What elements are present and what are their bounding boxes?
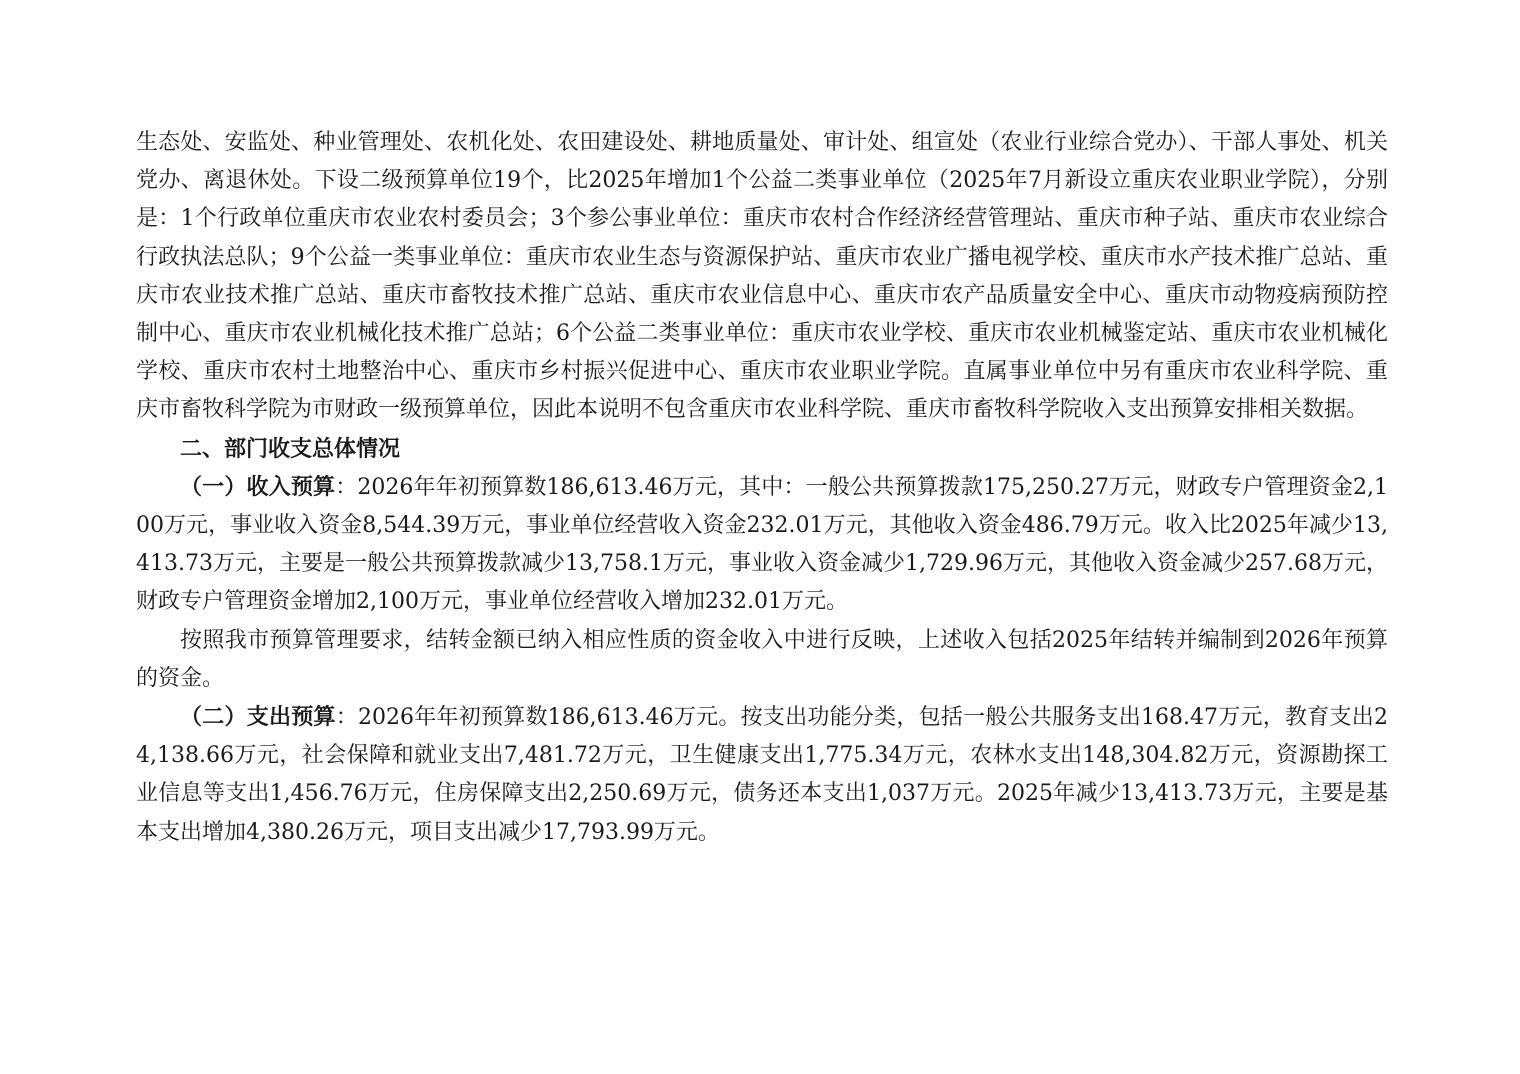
expense-budget-text: ：2026年年初预算数186,613.46万元。按支出功能分类，包括一般公共服务支出168.47万元，教育支出24,138.66万元，社会保障和就业支出7,481.72万元，卫生健康支出1,775.34万元，农林水支出148,304.82万元，资源勘探工业信息等支出1,456.76万元，住房保障支出2,250.69万元，债务还本支出1,037万元。2025年减少13,413.73万元，主要是基本支出增加4,380.26万元，项目支出减少17,793.99万元。 [136, 705, 1388, 845]
expense-budget-paragraph [136, 698, 1388, 852]
org-structure-paragraph: 生态处、安监处、种业管理处、农机化处、农田建设处、耕地质量处、审计处、组宣处（农业行业综合党办）、干部人事处、机关党办、离退休处。下设二级预算单位19个，比2025年增加1个公益二类事业单位（2025年7月新设立重庆农业职业学院），分别是：1个行政单位重庆市农业农村委员会；3个参公事业单位：重庆市农村合作经济经营管理站、重庆市种子站、重庆市农业综合行政执法总队；9个公益一类事业单位：重庆市农业生态与资源保护站、重庆市农业广播电视学校、重庆市水产技术推广总站、重庆市农业技术推广总站、重庆市畜牧技术推广总站、重庆市农业信息中心、重庆市农产品质量安全中心、重庆市动物疫病预防控制中心、重庆市农业机械化技术推广总站；6个公益二类事业单位：重庆市农业学校、重庆市农业机械鉴定站、重庆市农业机械化学校、重庆市农村土地整治中心、重庆市乡村振兴促进中心、重庆市农业职业学院。直属事业单位中另有重庆市农业科学院、重庆市畜牧科学院为市财政一级预算单位，因此本说明不包含重庆市农业科学院、重庆市畜牧科学院收入支出预算安排相关数据。 [136, 130, 1388, 423]
expense-budget-lead: （二）支出预算 [180, 704, 336, 731]
carryover-paragraph: 按照我市预算管理要求，结转金额已纳入相应性质的资金收入中进行反映，上述收入包括2025年结转并编制到2026年预算的资金。 [136, 627, 1388, 691]
income-budget-paragraph [136, 468, 1388, 622]
document-page [136, 124, 1388, 852]
section-heading: 二、部门收支总体情况 [180, 435, 401, 462]
income-budget-text: ：2026年年初预算数186,613.46万元，其中：一般公共预算拨款175,250.27万元，财政专户管理资金2,100万元，事业收入资金8,544.39万元，事业单位经营收入资金232.01万元，其他收入资金486.79万元。收入比2025年减少13,413.73万元，主要是一般公共预算拨款减少13,758.1万元，事业收入资金减少1,729.96万元，其他收入资金减少257.68万元，财政专户管理资金增加2,100万元，事业单位经营收入增加232.01万元。 [136, 474, 1388, 615]
income-budget-lead: （一）收入预算 [180, 473, 336, 500]
